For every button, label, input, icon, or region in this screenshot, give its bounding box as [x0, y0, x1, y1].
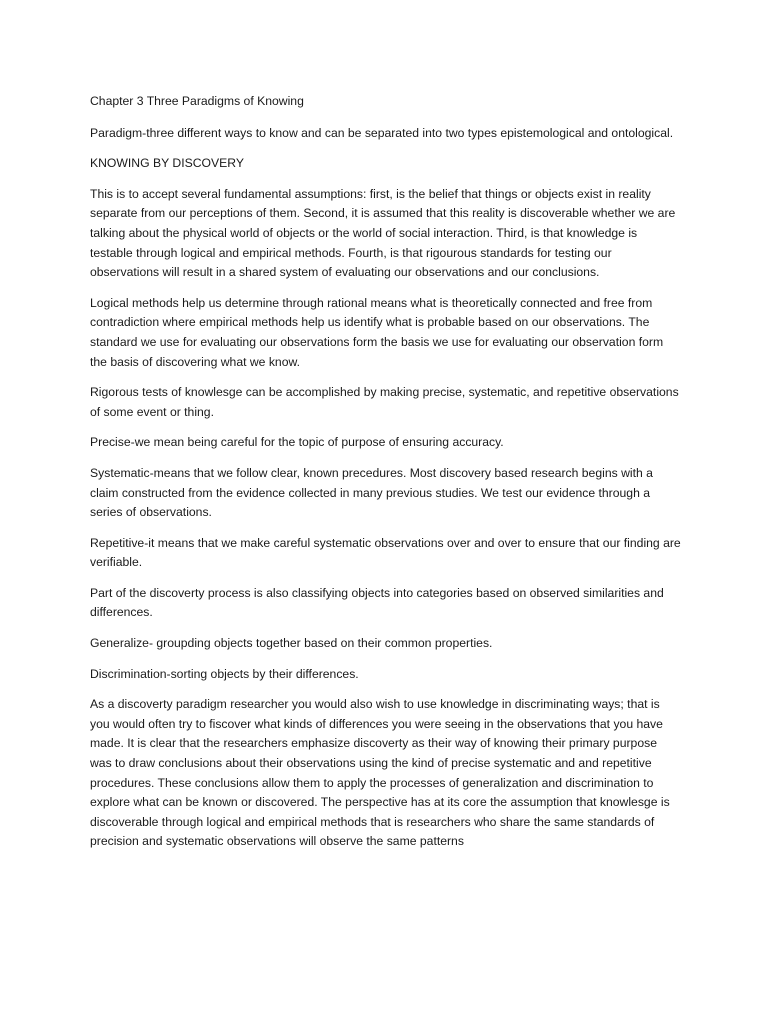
section-heading-knowing-by-discovery: KNOWING BY DISCOVERY — [90, 156, 244, 171]
paragraph-discovery-researcher: As a discoverty paradigm researcher you would also wish to use knowledge in discriminating ways; that is you would often try to fiscover what kinds of differences you were seeing in the observations that you have made. It is clear that the researchers emphasize discoverty as their way of knowing their primary purpose was to draw conclusions about their observations using the kind of precise systematic and and repetitive procedures. These conclusions allow them to apply the processes of generalization and discrimination to explore what can be known or discovered. The perspective has at its core the assumption that knowlesge is discoverable through logical and empirical methods that is researchers who share the same standards of precision and systematic observations will observe the same patterns — [90, 697, 670, 849]
paragraph-logical-methods: Logical methods help us determine through rational means what is theoretically connected and free from contradiction where empirical methods help us identify what is probable based on our observations. The standard we use for evaluating our observations form the basis we use for evaluating our observation form the basis of discovering what we know. — [90, 295, 664, 369]
paragraph-systematic: Systematic-means that we follow clear, known precedures. Most discovery based research begins with a claim constructed from the evidence collected in many previous studies. We test our evidence through a series of observations. — [90, 465, 653, 520]
paragraph-paradigm-definition: Paradigm-three different ways to know and can be separated into two types epistemological and ontological. — [90, 125, 674, 140]
paragraph-generalize: Generalize- groupding objects together based on their common properties. — [90, 636, 493, 651]
paragraph-rigorous-tests: Rigorous tests of knowlesge can be accomplished by making precise, systematic, and repetitive observations of some event or thing. — [90, 385, 679, 419]
chapter-title: Chapter 3 Three Paradigms of Knowing — [90, 94, 304, 108]
paragraph-classifying: Part of the discoverty process is also classifying objects into categories based on observed similarities and differences. — [90, 585, 664, 620]
paragraph-fundamental-assumptions: This is to accept several fundamental assumptions: first, is the belief that things or objects exist in reality separate from our perceptions of them. Second, it is assumed that this reality is discoverable whether we are talking about the physical world of objects or the world of social interaction. Third, is that knowledge is testable through logical and empirical methods. Fourth, is that rigourous standards for testing our observations will result in a shared system of evaluating our observations and our conclusions. — [90, 186, 676, 280]
paragraph-repetitive: Repetitive-it means that we make careful systematic observations over and over to ensure that our finding are verifiable. — [90, 535, 681, 570]
document-page — [90, 92, 682, 863]
paragraph-precise: Precise-we mean being careful for the topic of purpose of ensuring accuracy. — [90, 435, 504, 450]
paragraph-discrimination: Discrimination-sorting objects by their differences. — [90, 666, 359, 681]
